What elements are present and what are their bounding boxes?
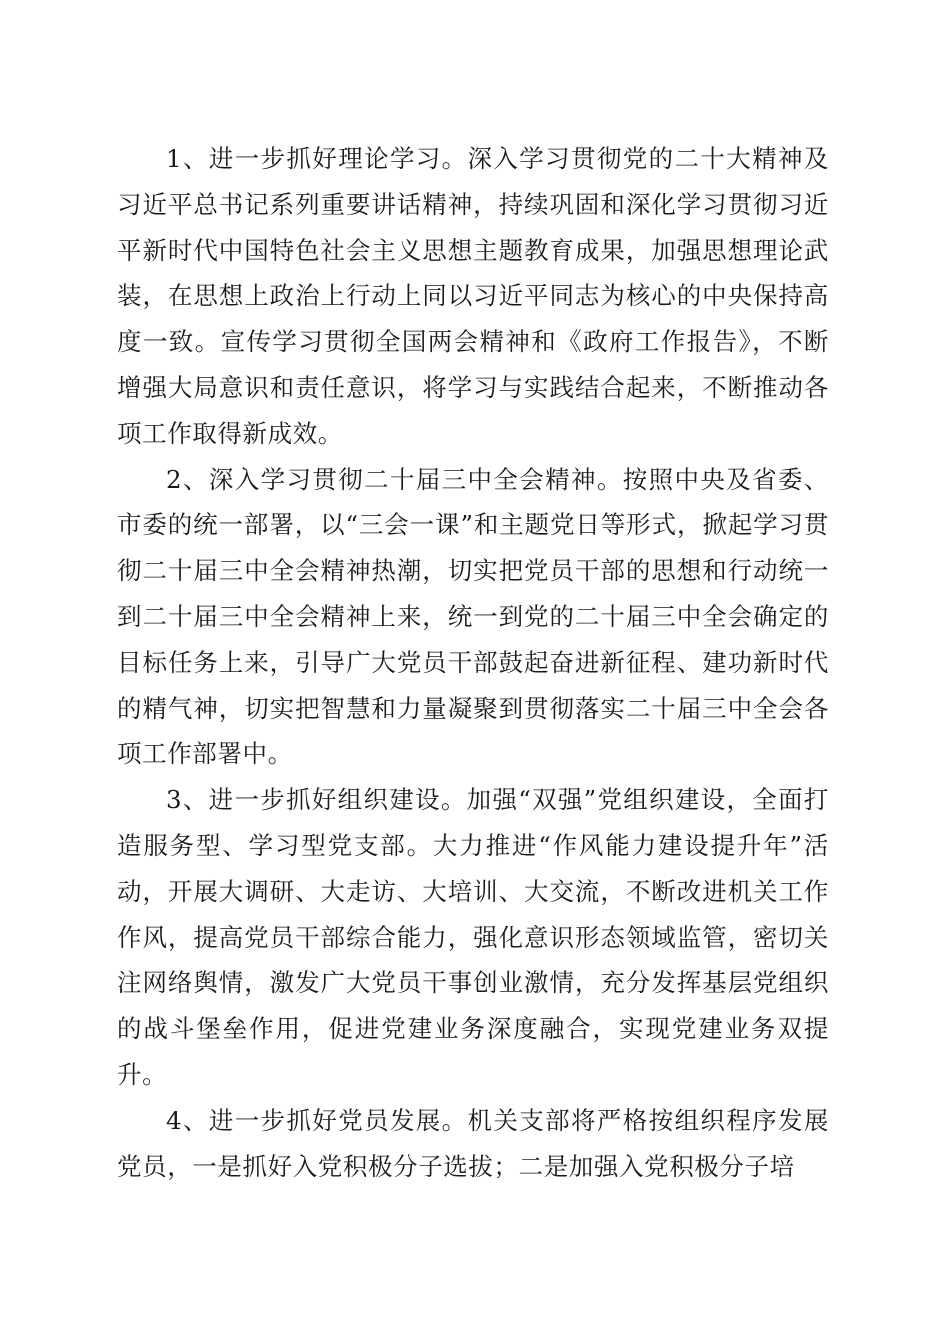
paragraph-theory-study: 1、进一步抓好理论学习。深入学习贯彻党的二十大精神及习近平总书记系列重要讲话精神，持续巩固和深化学习贯彻习近平新时代中国特色社会主义思想主题教育成果，加强思想理论武装，在思想上政治上行动上同以习近平同志为核心的中央保持高度一致。宣传学习贯彻全国两会精神和《政府工作报告》，不断增强大局意识和责任意识，将学习与实践结合起来，不断推动各项工作取得新成效。 <box>117 144 829 448</box>
paragraph-organization-building: 3、进一步抓好组织建设。加强“双强”党组织建设，全面打造服务型、学习型党支部。大力推进“作风能力建设提升年”活动，开展大调研、大走访、大培训、大交流，不断改进机关工作作风，提高党员干部综合能力，强化意识形态领域监管，密切关注网络舆情，激发广大党员干事创业激情，充分发挥基层党组织的战斗堡垒作用，促进党建业务深度融合，实现党建业务双提升。 <box>117 785 829 1089</box>
paragraph-member-development: 4、进一步抓好党员发展。机关支部将严格按组织程序发展党员，一是抓好入党积极分子选拔；二是加强入党积极分子培 <box>117 1105 829 1181</box>
document-body <box>117 136 829 1189</box>
paragraph-third-plenum: 2、深入学习贯彻二十届三中全会精神。按照中央及省委、市委的统一部署，以“三会一课”和主题党日等形式，掀起学习贯彻二十届三中全会精神热潮，切实把党员干部的思想和行动统一到二十届三中全会精神上来，统一到党的二十届三中全会确定的目标任务上来，引导广大党员干部鼓起奋进新征程、建功新时代的精气神，切实把智慧和力量凝聚到贯彻落实二十届三中全会各项工作部署中。 <box>117 464 829 769</box>
